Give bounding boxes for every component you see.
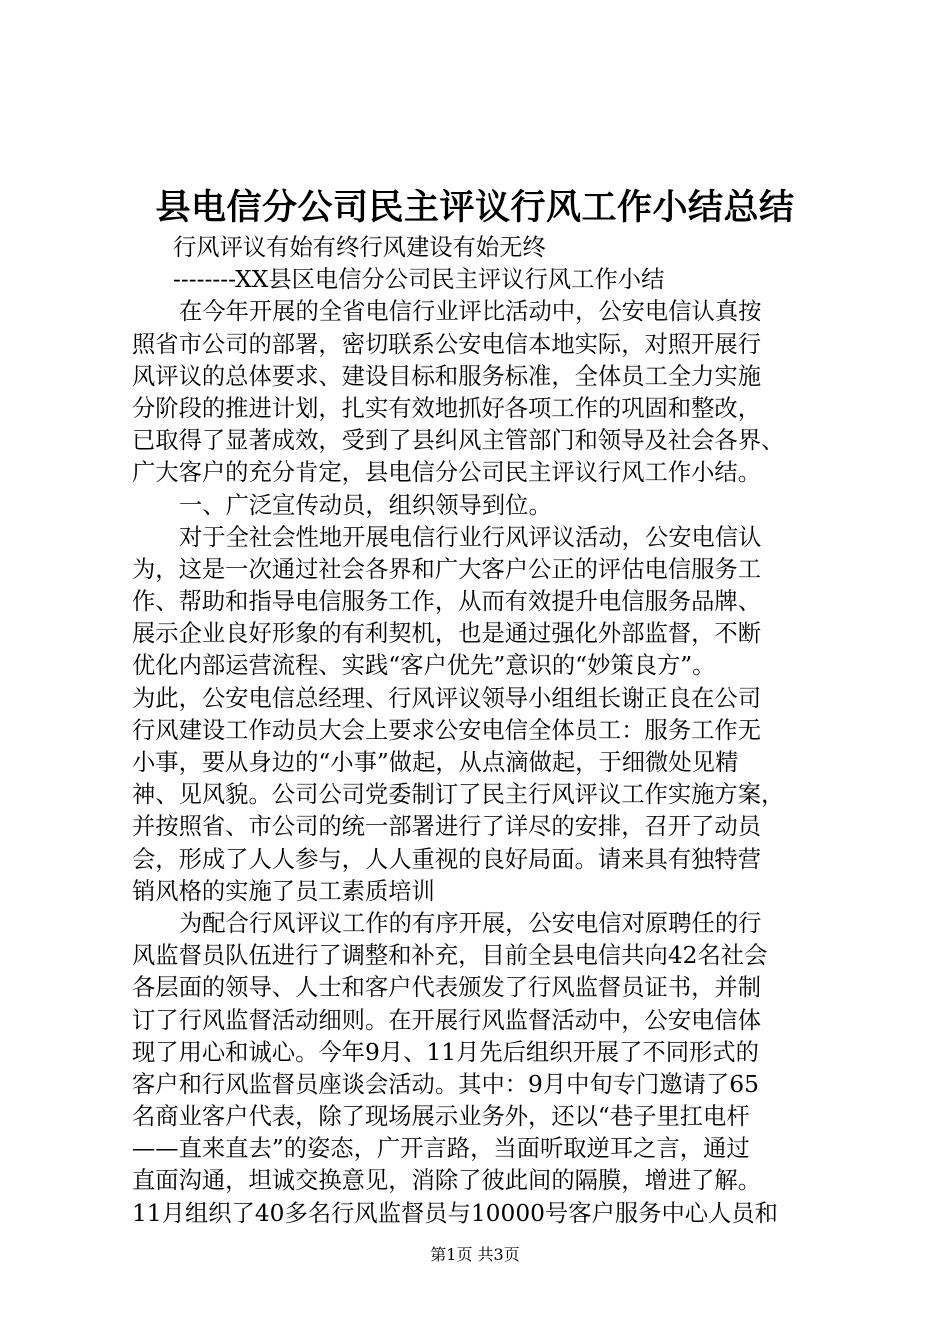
paragraph-line: 广大客户的充分肯定，县电信分公司民主评议行风工作小结。 xyxy=(132,459,762,487)
subtitle-line: 行风评议有始有终行风建设有始无终 xyxy=(173,234,546,261)
paragraph-line: 展示企业良好形象的有利契机，也是通过强化外部监督，不断 xyxy=(132,620,762,648)
paragraph-line: 作、帮助和指导电信服务工作，从而有效提升电信服务品牌、 xyxy=(132,588,762,616)
paragraph-line: 为，这是一次通过社会各界和广大客户公正的评估电信服务工 xyxy=(132,555,762,583)
paragraph-line: 为配合行风评议工作的有序开展，公安电信对原聘任的行 xyxy=(179,909,762,937)
paragraph-line: 订了行风监督活动细则。在开展行风监督活动中，公安电信体 xyxy=(132,1006,762,1034)
paragraph-line: 11月组织了40多名行风监督员与10000号客户服务中心人员和 xyxy=(132,1199,778,1227)
paragraph-line: 直面沟通，坦诚交换意见，消除了彼此间的隔膜，增进了解。 xyxy=(132,1167,762,1195)
paragraph-line: 行风建设工作动员大会上要求公安电信全体员工：服务工作无 xyxy=(132,716,762,744)
paragraph-line: 小事，要从身边的“小事”做起，从点滴做起，于细微处见精 xyxy=(132,749,739,776)
paragraph-line: ——直来直去”的姿态，广开言路，当面听取逆耳之言，通过 xyxy=(132,1135,750,1163)
section-heading: 一、广泛宣传动员，组织领导到位。 xyxy=(179,491,552,519)
paragraph-line: 为此，公安电信总经理、行风评议领导小组组长谢正良在公司 xyxy=(132,684,762,712)
paragraph-line: 并按照省、市公司的统一部署进行了详尽的安排，召开了动员 xyxy=(132,813,762,841)
document-title: 县电信分公司民主评议行风工作小结总结 xyxy=(155,187,795,228)
paragraph-line: 对于全社会性地开展电信行业行风评议活动，公安电信认 xyxy=(179,523,762,551)
paragraph-line: 照省市公司的部署，密切联系公安电信本地实际，对照开展行 xyxy=(132,330,762,358)
paragraph-line: 会，形成了人人参与，人人重视的良好局面。请来具有独特营 xyxy=(132,845,762,873)
paragraph-line: 现了用心和诚心。今年9月、11月先后组织开展了不同形式的 xyxy=(132,1038,759,1066)
paragraph-line: 分阶段的推进计划，扎实有效地抓好各项工作的巩固和整改， xyxy=(132,394,762,422)
paragraph-line: 优化内部运营流程、实践“客户优先”意识的“妙策良方”。 xyxy=(132,652,716,680)
paragraph-line: 风评议的总体要求、建设目标和服务标准，全体员工全力实施 xyxy=(132,362,762,390)
paragraph-line: 销风格的实施了员工素质培训 xyxy=(132,877,435,905)
paragraph-line: 已取得了显著成效，受到了县纠风主管部门和领导及社会各界、 xyxy=(132,427,785,455)
paragraph-line: 在今年开展的全省电信行业评比活动中，公安电信认真按 xyxy=(179,298,762,326)
paragraph-line: 神、见风貌。公司公司党委制订了民主行风评议工作实施方案， xyxy=(132,781,785,809)
subtitle-line: --------XX县区电信分公司民主评议行风工作小结 xyxy=(173,266,665,294)
paragraph-line: 名商业客户代表，除了现场展示业务外，还以“巷子里扛电杆 xyxy=(132,1103,750,1131)
paragraph-line: 各层面的领导、人士和客户代表颁发了行风监督员证书，并制 xyxy=(132,974,762,1002)
document-body xyxy=(132,232,832,1230)
paragraph-line: 客户和行风监督员座谈会活动。其中：9月中旬专门邀请了65 xyxy=(132,1070,759,1098)
paragraph-line: 风监督员队伍进行了调整和补充，目前全县电信共向42名社会 xyxy=(132,942,768,970)
page-number-footer: 第1页 共3页 xyxy=(430,1245,520,1264)
